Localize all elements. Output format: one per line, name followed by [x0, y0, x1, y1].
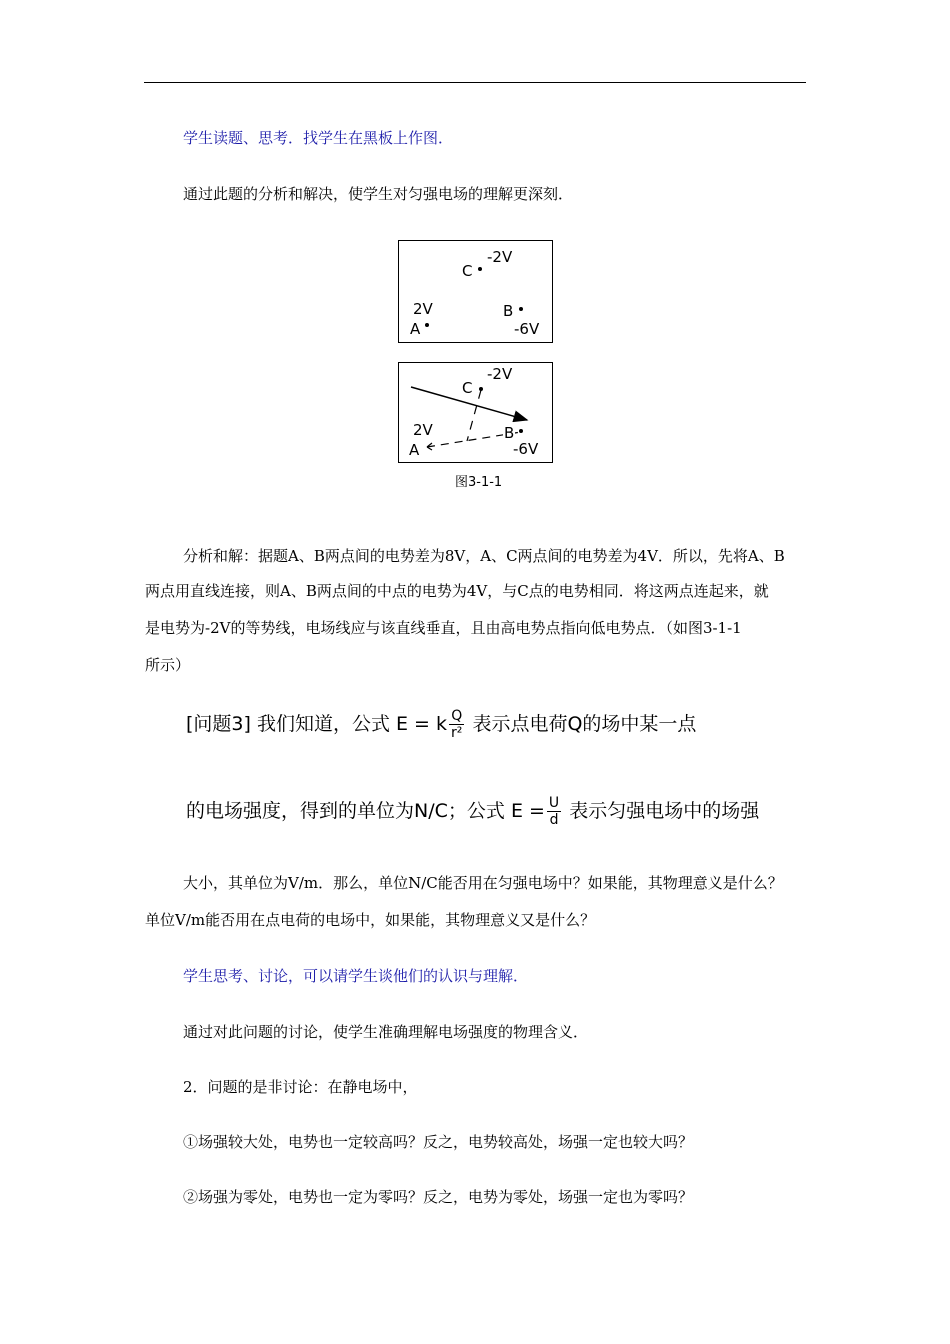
analysis-line-4: 所示）	[145, 656, 191, 674]
equipotential-dashed-line	[467, 390, 481, 441]
label-a-2: A	[409, 441, 420, 459]
point-a	[425, 323, 429, 327]
question-3-text-c: 的电场强度，得到的单位为N/C；公式	[186, 800, 505, 822]
header-rule	[144, 82, 806, 83]
point-c-2	[479, 387, 483, 391]
label-vc-2: -2V	[487, 365, 513, 383]
question-2-heading: 2．问题的是非讨论：在静电场中，	[183, 1078, 418, 1096]
figure-caption: 图3-1-1	[455, 475, 503, 490]
label-b-2: B	[504, 424, 515, 442]
question-3-text-b: 表示点电荷Q的场中某一点	[472, 713, 697, 735]
label-c: C	[462, 262, 473, 280]
label-va: 2V	[413, 300, 433, 318]
question-3-line-1	[186, 708, 696, 741]
units-question-2: 单位V/m能否用在点电荷的电场中，如果能，其物理意义又是什么？	[145, 911, 596, 929]
label-vb: -6V	[514, 320, 540, 338]
label-vc: -2V	[487, 248, 513, 266]
teacher-note-2: 学生思考、讨论，可以请学生谈他们的认识与理解．	[183, 967, 529, 985]
question-2-item-2: ②场强为零处，电势也一定为零吗？反之，电势为零处，场强一定也为零吗？	[183, 1188, 694, 1206]
figure-bottom-box	[398, 362, 553, 463]
figure-top-box	[398, 240, 553, 343]
paragraph-goal-2: 通过对此问题的讨论，使学生准确理解电场强度的物理含义．	[183, 1023, 589, 1041]
analysis-line-1: 分析和解：据题A、B两点间的电势差为8V，A、C两点间的电势差为4V．所以，先将A、B	[183, 547, 785, 565]
point-c	[478, 267, 482, 271]
formula1-den: r²	[451, 725, 463, 741]
point-b	[519, 307, 523, 311]
formula1-lhs: E = k	[396, 713, 448, 735]
question-3-text-a: [问题3] 我们知道，公式	[186, 713, 390, 735]
formula-uniform-field	[510, 795, 569, 828]
formula2-den: d	[547, 811, 561, 828]
analysis-line-2: 两点用直线连接，则A、B两点间的中点的电势为4V，与C点的电势相同．将这两点连起来，就	[145, 582, 769, 600]
formula2-num: U	[548, 795, 560, 811]
formula2-lhs: E =	[510, 800, 545, 822]
question-3-line-2	[186, 795, 759, 828]
label-b: B	[503, 302, 514, 320]
label-va-2: 2V	[413, 421, 433, 439]
label-vb-2: -6V	[513, 440, 539, 458]
units-question-1: 大小，其单位为V/m．那么，单位N/C能否用在匀强电场中？如果能，其物理意义是什么？	[183, 874, 783, 892]
question-2-item-1: ①场强较大处，电势也一定较高吗？反之，电势较高处，场强一定也较大吗？	[183, 1133, 694, 1151]
formula1-num: Q	[451, 708, 463, 724]
paragraph-goal-1: 通过此题的分析和解决，使学生对匀强电场的理解更深刻．	[183, 185, 574, 203]
formula-point-charge	[396, 708, 472, 741]
question-3-text-d: 表示匀强电场中的场强	[569, 800, 760, 822]
point-b-2	[519, 429, 523, 433]
label-a: A	[410, 320, 421, 338]
analysis-line-3: 是电势为-2V的等势线，电场线应与该直线垂直，且由高电势点指向低电势点．（如图3-1-1	[145, 619, 742, 637]
teacher-note-1: 学生读题、思考．找学生在黑板上作图．	[183, 129, 454, 147]
label-c-2: C	[462, 379, 473, 397]
